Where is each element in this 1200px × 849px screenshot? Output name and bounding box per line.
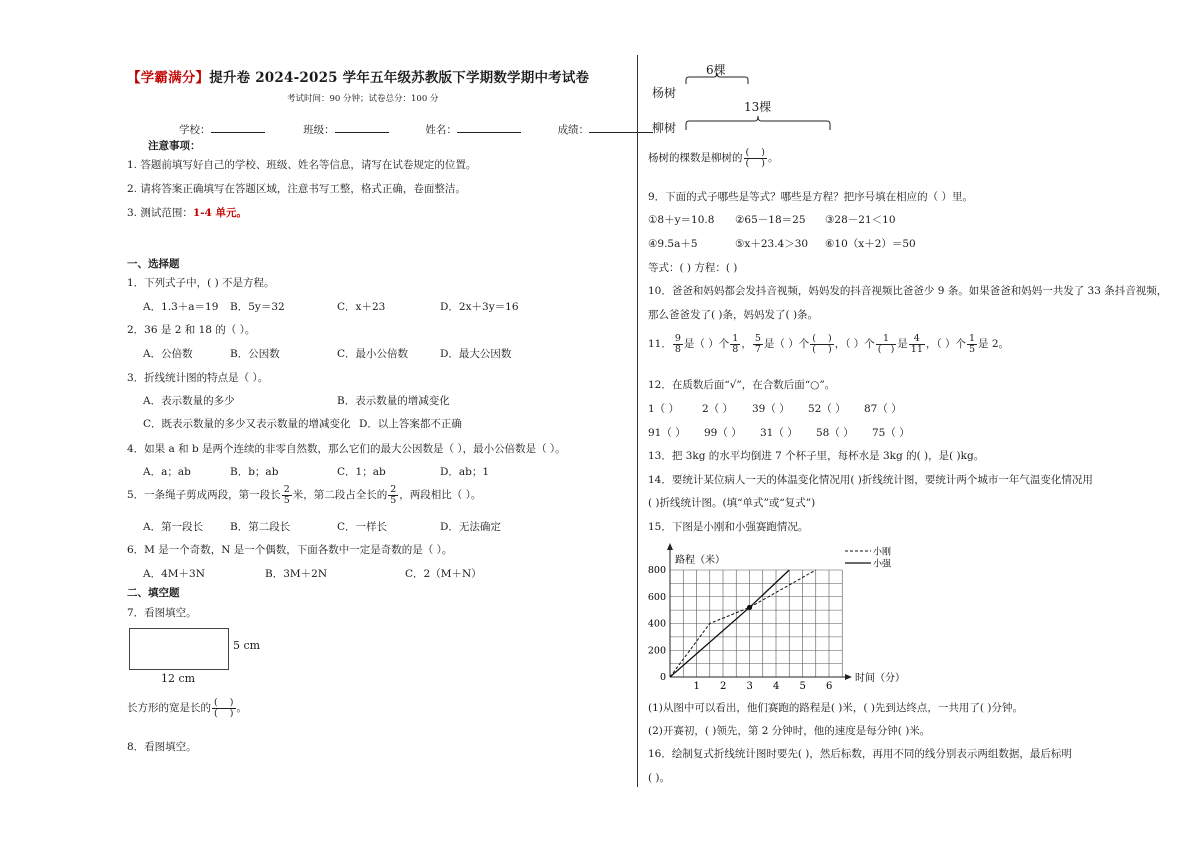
score-field[interactable] xyxy=(589,122,653,133)
q9-expr-4: ④9.5a＋5 xyxy=(648,238,698,250)
title-main: 提升卷 2024-2025 学年五年级苏教版下学期数学期中考试卷 xyxy=(209,70,590,86)
q3-stem: 3．折线统计图的特点是（ ）。 xyxy=(127,372,269,384)
q6-option-b[interactable]: B．3M＋2N xyxy=(265,568,328,580)
legend-label-小刚: 小刚 xyxy=(873,547,892,558)
q15-stem: 15．下图是小刚和小强赛跑情况。 xyxy=(648,521,809,533)
q12-item-10[interactable]: 75（ ） xyxy=(872,427,910,439)
q9-answer[interactable]: 等式：( ) 方程：( ) xyxy=(648,262,738,274)
q8-yang-count: 6棵 xyxy=(706,63,726,77)
q9-expr-6: ⑥10（x＋2）＝50 xyxy=(825,238,916,250)
notes-heading: 注意事项： xyxy=(148,140,201,152)
x-tick-label: 1 xyxy=(693,681,700,692)
q7-width-label: 12 cm xyxy=(161,672,196,685)
note-3: 3. 测试范围：1-4 单元。 xyxy=(127,207,247,219)
q8-blank-fraction[interactable]: $\frac{( )}{( )}$ xyxy=(745,146,765,169)
q9-expr-3: ③28－21＜10 xyxy=(825,214,896,226)
class-field[interactable] xyxy=(335,122,389,133)
q8-yang-label: 杨树 xyxy=(652,86,677,100)
legend-label-小强: 小强 xyxy=(873,559,892,570)
q12-item-8[interactable]: 31（ ） xyxy=(760,427,798,439)
q9-expr-5: ⑤x＋23.4＞30 xyxy=(735,238,809,250)
x-tick-label: 6 xyxy=(826,681,833,692)
q2-option-a[interactable]: A．公倍数 xyxy=(143,348,193,360)
section2-heading: 二、填空题 xyxy=(127,587,180,599)
column-divider xyxy=(637,55,638,787)
y-tick-label: 600 xyxy=(647,591,666,603)
q12-item-2[interactable]: 2（ ） xyxy=(702,403,734,415)
exam-info: 考试时间：90 分钟；试卷总分：100 分 xyxy=(287,94,439,104)
q3-option-d[interactable]: D．以上答案都不正确 xyxy=(359,418,462,430)
q4-stem: 4．如果 a 和 b 是两个连续的非零自然数，那么它们的最大公因数是（ ），最小公倍数是（ ）。 xyxy=(127,443,566,455)
page-title xyxy=(127,66,589,86)
q8-answer: 杨树的棵数是柳树的 $\frac{( )}{( )}$ 。 xyxy=(648,146,779,169)
q7-stem: 7．看图填空。 xyxy=(127,607,197,619)
q12-item-3[interactable]: 39（ ） xyxy=(752,403,790,415)
test-scope: 1-4 单元。 xyxy=(192,207,247,219)
q3-option-c[interactable]: C．既表示数量的多少又表示数量的增减变化 xyxy=(143,418,351,430)
name-field[interactable] xyxy=(457,122,521,133)
title-prefix: 【学霸满分】 xyxy=(127,70,210,86)
q13-text[interactable]: 13．把 3kg 的水平均倒进 7 个杯子里，每杯水是 3kg 的( )，是( )kg。 xyxy=(648,450,985,462)
note-2: 2. 请将答案正确填写在答题区域，注意书写工整，格式正确，卷面整洁。 xyxy=(127,183,466,195)
q8-stem: 8．看图填空。 xyxy=(127,741,197,753)
x-tick-label: 4 xyxy=(773,681,780,692)
y-tick-label: 200 xyxy=(647,645,666,657)
class-label: 班级： xyxy=(303,124,335,136)
q2-option-b[interactable]: B．公因数 xyxy=(230,348,280,360)
q12-item-4[interactable]: 52（ ） xyxy=(808,403,846,415)
info-fields xyxy=(179,122,653,137)
q7-rectangle xyxy=(129,628,229,670)
q4-option-d[interactable]: D．ab；1 xyxy=(440,466,490,478)
q12-stem: 12．在质数后面“√”，在合数后面“○”。 xyxy=(648,379,836,391)
q8-liu-label: 柳树 xyxy=(652,121,677,135)
chart-grid xyxy=(670,570,842,677)
q9-expr-1: ①8＋y＝10.8 xyxy=(648,214,715,226)
x-tick-label: 3 xyxy=(746,681,753,692)
q4-option-c[interactable]: C．1；ab xyxy=(337,466,386,478)
q9-expr-2: ②65－18＝25 xyxy=(735,214,806,226)
q7-answer: 长方形的宽是长的 $\frac{( )}{( )}$ 。 xyxy=(127,696,247,719)
school-field[interactable] xyxy=(211,122,265,133)
note-1: 1. 答题前填写好自己的学校、班级、姓名等信息，请写在试卷规定的位置。 xyxy=(127,159,477,171)
q12-item-6[interactable]: 91（ ） xyxy=(648,427,686,439)
q8-liu-count: 13棵 xyxy=(744,100,772,114)
q4-option-b[interactable]: B．b；ab xyxy=(230,466,279,478)
q1-stem: 1．下列式子中，( ) 不是方程。 xyxy=(127,277,275,289)
q6-option-a[interactable]: A．4M＋3N xyxy=(143,568,205,580)
chart-legend xyxy=(845,546,892,570)
q3-option-a[interactable]: A．表示数量的多少 xyxy=(143,395,235,407)
q15-answer-1[interactable]: (1)从图中可以看出，他们赛跑的路程是( )米，( )先到达终点，一共用了( )分钟。 xyxy=(648,702,1023,714)
q12-item-5[interactable]: 87（ ） xyxy=(864,403,902,415)
x-axis-arrow xyxy=(845,674,852,680)
score-label: 成绩： xyxy=(557,124,590,136)
q11-line[interactable]: 11． $\frac{9}{8}$ 是（ ）个 $\frac{1}{8}$ ， $\frac{5}{7}$ 是（ ）个 $\frac{( )}{( )}$ ，（ ）个 $\frac{1}{( )}$ 是 $\frac{4}{11}$ ，（ ）个 $\frac{1}{5}$ 是 2。 xyxy=(648,332,1010,355)
q5-option-b[interactable]: B．第二段长 xyxy=(230,521,291,533)
x-axis-label: 时间（分） xyxy=(855,673,905,684)
y-tick-label: 400 xyxy=(647,618,666,630)
q5-option-a[interactable]: A．第一段长 xyxy=(143,521,204,533)
y-tick-label: 0 xyxy=(659,672,666,683)
q2-stem: 2．36 是 2 和 18 的（ ）。 xyxy=(127,324,256,336)
q6-stem: 6．M 是一个奇数，N 是一个偶数，下面各数中一定是奇数的是（ ）。 xyxy=(127,544,453,556)
q5-fraction-1: $\frac{2}{5}$ xyxy=(283,483,290,506)
q7-blank-fraction[interactable]: $\frac{( )}{( )}$ xyxy=(214,696,234,719)
y-axis-label: 路程（米） xyxy=(675,555,725,566)
q6-option-c[interactable]: C．2（M＋N） xyxy=(405,568,482,580)
q12-item-7[interactable]: 99（ ） xyxy=(704,427,742,439)
q1-option-d[interactable]: D．2x＋3y＝16 xyxy=(440,301,519,313)
q15-chart xyxy=(645,540,905,695)
q10-line1: 10．爸爸和妈妈都会发抖音视频，妈妈发的抖音视频比爸爸少 9 条。如果爸爸和妈妈一共发了 33 条抖音视频， xyxy=(648,285,1168,297)
x-tick-label: 2 xyxy=(720,681,727,692)
q14-line1[interactable]: 14．要统计某位病人一天的体温变化情况用( )折线统计图，要统计两个城市一年气温变化情况用 xyxy=(648,474,1093,486)
q5-stem: 5．一条绳子剪成两段，第一段长 $\frac{2}{5}$ 米，第二段占全长的 $\frac{2}{5}$ ，两段相比（ ）。 xyxy=(127,483,482,506)
q1-option-b[interactable]: B．5y＝32 xyxy=(230,301,285,313)
q2-option-d[interactable]: D．最大公因数 xyxy=(440,348,512,360)
q4-option-a[interactable]: A．a；ab xyxy=(143,466,191,478)
q15-answer-2[interactable]: (2)开赛初，( )领先，第 2 分钟时，他的速度是每分钟( )米。 xyxy=(648,725,931,737)
school-label: 学校： xyxy=(179,124,211,136)
q14-line2[interactable]: ( )折线统计图。(填“单式”或“复式”) xyxy=(648,497,816,509)
x-tick-label: 5 xyxy=(799,681,806,692)
q12-item-9[interactable]: 58（ ） xyxy=(816,427,854,439)
intersection-point xyxy=(747,605,752,610)
q12-item-1[interactable]: 1（ ） xyxy=(648,403,680,415)
y-tick-label: 800 xyxy=(647,565,666,576)
section1-heading: 一、选择题 xyxy=(127,258,180,270)
q7-height-label: 5 cm xyxy=(233,639,261,652)
q2-option-c[interactable]: C．最小公倍数 xyxy=(337,348,409,360)
y-axis-arrow xyxy=(667,543,673,550)
q1-option-c[interactable]: C．x＋23 xyxy=(337,301,386,313)
q5-fraction-2: $\frac{2}{5}$ xyxy=(390,483,397,506)
q9-stem: 9．下面的式子哪些是等式？哪些是方程？把序号填在相应的（ ）里。 xyxy=(648,191,974,203)
q3-option-b[interactable]: B．表示数量的增减变化 xyxy=(337,395,450,407)
q16-line2[interactable]: ( )。 xyxy=(648,772,671,784)
q10-line2[interactable]: 那么爸爸发了( )条，妈妈发了( )条。 xyxy=(648,309,819,321)
q5-option-c[interactable]: C．一样长 xyxy=(337,521,388,533)
q5-option-d[interactable]: D．无法确定 xyxy=(440,521,501,533)
q1-option-a[interactable]: A．1.3＋a＝19 xyxy=(143,301,219,313)
name-label: 姓名： xyxy=(425,124,457,136)
q16-line1[interactable]: 16．绘制复式折线统计图时要先( )，然后标数，再用不同的线分别表示两组数据，最后标明 xyxy=(648,748,1072,760)
